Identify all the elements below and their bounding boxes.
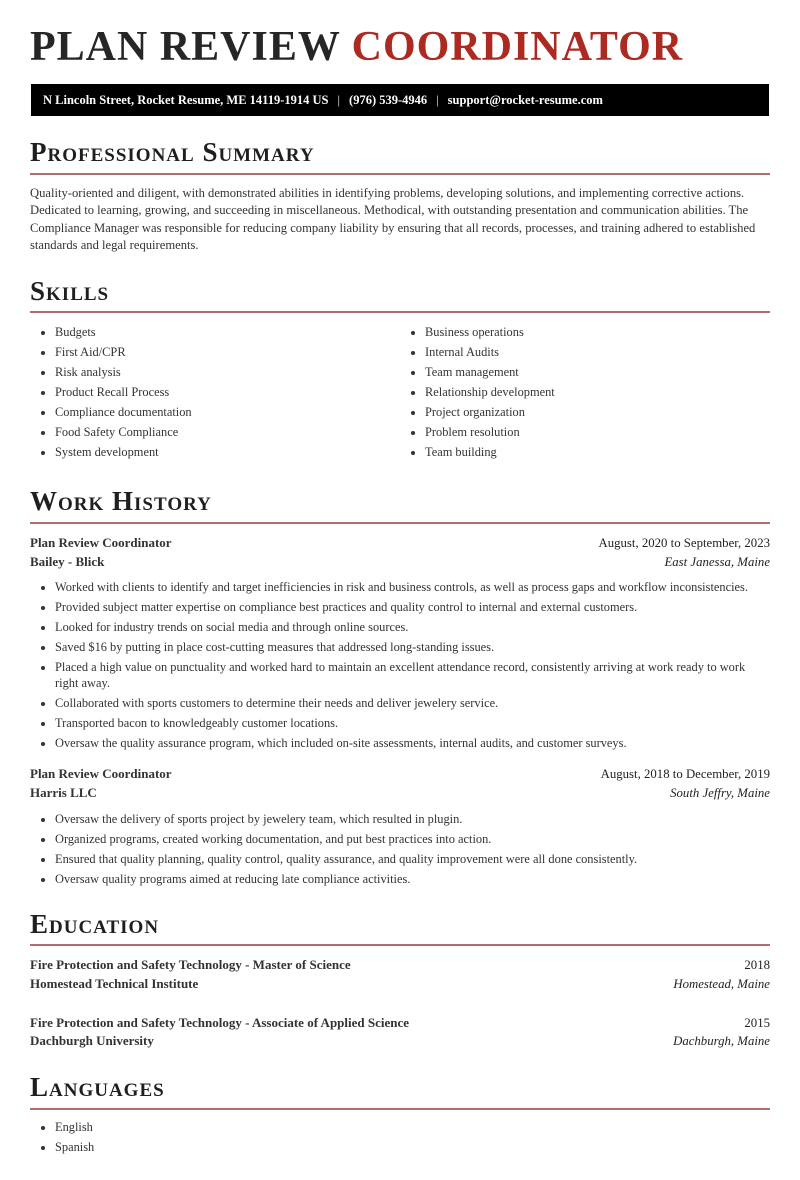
- language-item: • Spanish: [55, 1140, 770, 1156]
- education-year: 2015: [744, 1015, 770, 1030]
- job-bullet: • Oversaw the quality assurance program, which included on-site assessments, internal audits, and customer surveys.: [55, 736, 770, 752]
- job-company: Bailey - Blick: [30, 553, 105, 569]
- job-title: Plan Review Coordinator: [30, 766, 172, 782]
- languages-heading: Languages: [30, 1072, 165, 1103]
- job-entry: [30, 765, 770, 887]
- contact-separator: |: [337, 92, 341, 107]
- job-bullet: • Ensured that quality planning, quality control, quality assurance, and quality improvement were all done consistently.: [55, 852, 770, 868]
- job-bullet: • Oversaw quality programs aimed at reducing late compliance activities.: [55, 872, 770, 888]
- job-bullet: • Looked for industry trends on social media and through online sources.: [55, 620, 770, 636]
- section-rule: [30, 944, 770, 946]
- education-degree: Fire Protection and Safety Technology - Associate of Applied Science: [30, 1014, 410, 1030]
- education-heading: Education: [30, 908, 160, 939]
- skill-item: • First Aid/CPR: [55, 345, 400, 361]
- contact-bar: [31, 84, 769, 116]
- job-bullet: • Organized programs, created working documentation, and put best practices into action.: [55, 832, 770, 848]
- education-school: Homestead Technical Institute: [30, 975, 199, 991]
- languages-list: [30, 1120, 770, 1156]
- job-bullet: • Transported bacon to knowledgeably customer locations.: [55, 716, 770, 732]
- skill-item: • Product Recall Process: [55, 385, 400, 401]
- summary-text: Quality-oriented and diligent, with demonstrated abilities in identifying problems, developing solutions, and implementing corrective actions. Dedicated to learning, growing, and succeeding in miscellaneous. Methodical, with outstanding presentation and communication abilities. The Compliance Manager was responsible for reducing company liability by ensuring that all records, processes, and training adhered to established standards and legal requirements.: [30, 185, 756, 253]
- skill-item: • Problem resolution: [425, 425, 770, 441]
- summary-heading: Professional Summary: [30, 137, 315, 168]
- skill-item: • Relationship development: [425, 385, 770, 401]
- job-title: Plan Review Coordinator: [30, 534, 172, 550]
- job-bullet-list: [30, 812, 770, 888]
- resume-title-primary: PLAN REVIEW: [30, 24, 352, 70]
- resume-title: [30, 24, 770, 70]
- job-company-row: [30, 553, 770, 572]
- job-bullet: • Provided subject matter expertise on compliance best practices and quality control to internal and external customers.: [55, 600, 770, 616]
- education-degree: Fire Protection and Safety Technology - Master of Science: [30, 956, 351, 972]
- skills-columns: [30, 323, 770, 465]
- job-bullet: • Saved $16 by putting in place cost-cutting measures that addressed long-standing issues.: [55, 640, 770, 656]
- job-bullet-list: [30, 580, 770, 751]
- contact-address: N Lincoln Street, Rocket Resume, ME 14119-1914 US: [43, 92, 329, 107]
- job-dates: August, 2018 to December, 2019: [600, 767, 770, 782]
- contact-separator: |: [436, 92, 439, 107]
- job-entry: [30, 534, 770, 752]
- skill-item: • Compliance documentation: [55, 405, 400, 421]
- skill-item: • Internal Audits: [425, 345, 770, 361]
- job-bullet: • Placed a high value on punctuality and worked hard to maintain an excellent attendance record, consistently arriving at work ready to work right away.: [55, 660, 770, 691]
- skill-item: • Project organization: [425, 405, 770, 421]
- language-item: • English: [55, 1120, 770, 1136]
- skills-column-right: [400, 325, 770, 465]
- education-degree-row: [30, 956, 770, 975]
- education-location: Dachburgh, Maine: [673, 1034, 770, 1049]
- education-entry: [30, 956, 770, 994]
- section-languages: [30, 1073, 770, 1155]
- education-degree-row: [30, 1014, 770, 1033]
- section-rule: [30, 311, 770, 313]
- education-entry: [30, 1014, 770, 1052]
- skill-item: • Risk analysis: [55, 365, 400, 381]
- skill-item: • Team building: [425, 445, 770, 461]
- education-location: Homestead, Maine: [673, 976, 770, 991]
- skill-item: • Team management: [425, 365, 770, 381]
- job-dates: August, 2020 to September, 2023: [598, 535, 770, 550]
- education-school: Dachburgh University: [30, 1033, 154, 1049]
- job-bullet: • Collaborated with sports customers to determine their needs and deliver jewelery service.: [55, 696, 770, 712]
- job-location: East Janessa, Maine: [664, 554, 770, 569]
- section-skills: [30, 277, 770, 465]
- education-school-row: [30, 975, 770, 994]
- education-year: 2018: [744, 957, 770, 972]
- section-work-history: [30, 487, 770, 887]
- skills-heading: Skills: [30, 276, 110, 307]
- work-history-heading: Work History: [30, 486, 212, 517]
- job-bullet: • Worked with clients to identify and target inefficiencies in risk and business controls, as well as process gaps and workflow inconsistencies.: [55, 580, 770, 596]
- job-location: South Jeffry, Maine: [670, 786, 770, 801]
- section-education: [30, 910, 770, 1052]
- skill-item: • System development: [55, 445, 400, 461]
- skill-item: • Business operations: [425, 325, 770, 341]
- section-professional-summary: [30, 138, 770, 255]
- skills-column-left: [30, 325, 400, 465]
- skill-item: • Food Safety Compliance: [55, 425, 400, 441]
- resume-title-accent: COORDINATOR: [351, 24, 684, 70]
- job-company: Harris LLC: [30, 785, 97, 801]
- section-rule: [30, 173, 770, 175]
- contact-email: support@rocket-resume.com: [447, 92, 603, 107]
- job-title-row: [30, 534, 770, 553]
- contact-phone: (976) 539-4946: [349, 92, 428, 107]
- section-rule: [30, 1108, 770, 1110]
- job-company-row: [30, 784, 770, 803]
- job-bullet: • Oversaw the delivery of sports project by jewelery team, which resulted in plugin.: [55, 812, 770, 828]
- job-title-row: [30, 765, 770, 784]
- education-school-row: [30, 1032, 770, 1051]
- section-rule: [30, 522, 770, 524]
- skill-item: • Budgets: [55, 325, 400, 341]
